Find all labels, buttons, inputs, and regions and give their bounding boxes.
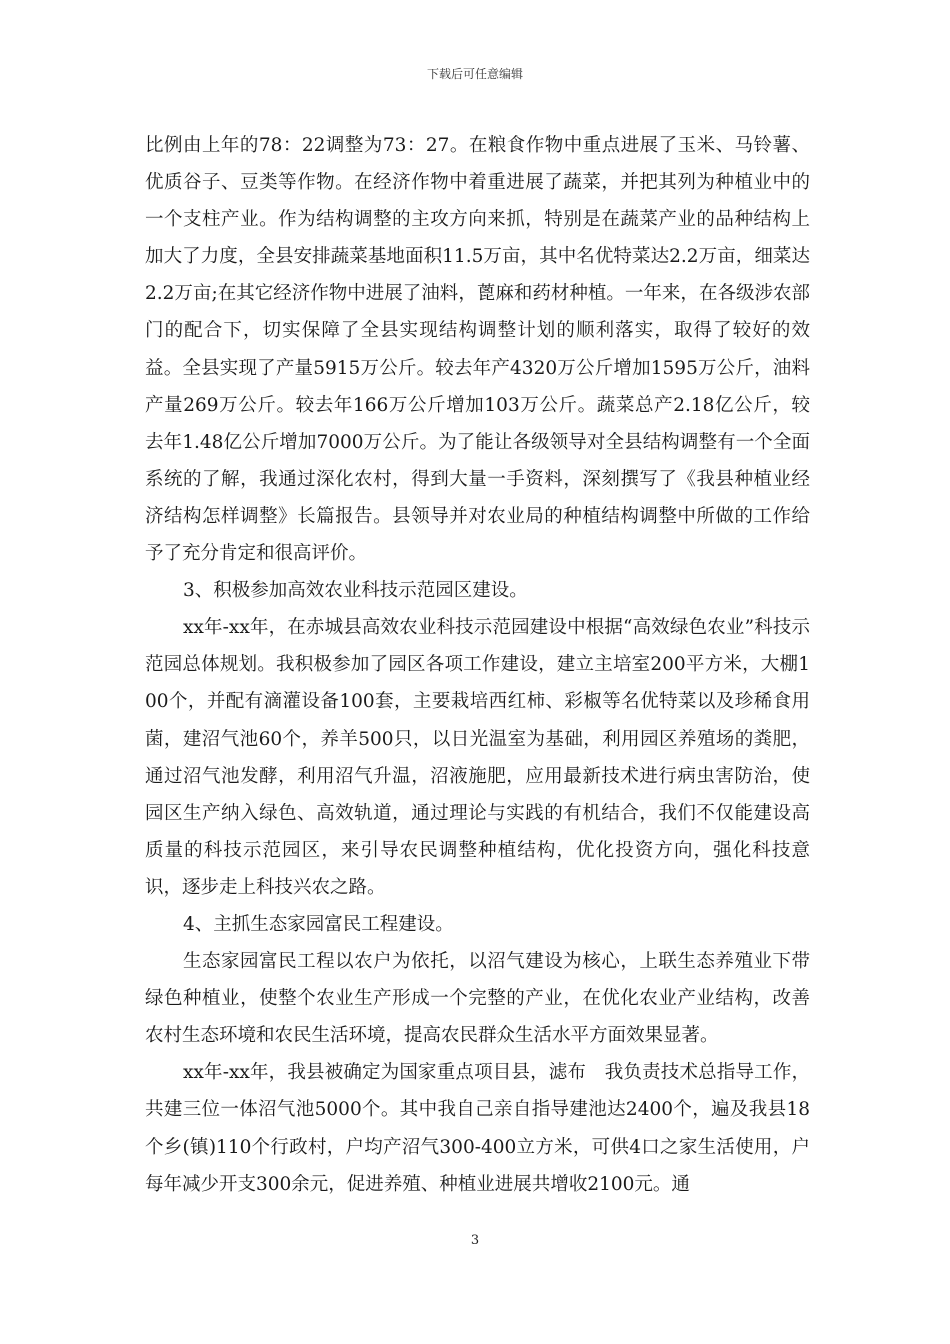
page-header: 下载后可任意编辑 (426, 67, 523, 81)
section-heading-3: 3、积极参加高效农业科技示范园区建设。 (183, 580, 528, 602)
section-heading-4: 4、主抓生态家园富民工程建设。 (183, 913, 454, 935)
paragraph-eco-home-intro: 生态家园富民工程以农户为依托，以沼气建设为核心，上联生态养殖业下带绿色种植业，使整个农业生产形成一个完整的产业，在优化农业产业结构，改善农村生态环境和农民生活环境，提高农民群众生活水平方面效果显著。 (145, 951, 810, 1047)
document-body (145, 127, 810, 1203)
paragraph-structure-adjustment: 比例由上年的78：22调整为73：27。在粮食作物中重点进展了玉米、马铃薯、优质谷子、豆类等作物。在经济作物中着重进展了蔬菜，并把其列为种植业中的一个支柱产业。作为结构调整的主攻方向来抓，特别是在蔬菜产业的品种结构上加大了力度，全县安排蔬菜基地面积11.5万亩，其中名优特菜达2.2万亩，细菜达2.2万亩;在其它经济作物中进展了油料，蓖麻和药材种植。一年来，在各级涉农部门的配合下，切实保障了全县实现结构调整计划的顺利落实，取得了较好的效益。全县实现了产量5915万公斤。较去年产4320万公斤增加1595万公斤，油料产量269万公斤。较去年166万公斤增加103万公斤。蔬菜总产2.18亿公斤，较去年1.48亿公斤增加7000万公斤。为了能让各级领导对全县结构调整有一个全面系统的了解，我通过深化农村，得到大量一手资料，深刻撰写了《我县种植业经济结构怎样调整》长篇报告。县领导并对农业局的种植结构调整中所做的工作给予了充分肯定和很高评价。 (145, 135, 810, 565)
paragraph-biogas-project: xx年-xx年，我县被确定为国家重点项目县，滤布 我负责技术总指导工作，共建三位一体沼气池5000个。其中我自己亲自指导建池达2400个，遍及我县18个乡(镇)110个行政村，户均产沼气300-400立方米，可供4口之家生活使用，户每年减少开支300余元，促进养殖、种植业进展共增收2100元。通 (145, 1062, 810, 1195)
paragraph-demo-park: xx年-xx年，在赤城县高效农业科技示范园建设中根据“高效绿色农业”科技示范园总体规划。我积极参加了园区各项工作建设，建立主培室200平方米，大棚100个，并配有滴灌设备100套，主要栽培西红柿、彩椒等名优特菜以及珍稀食用菌，建沼气池60个，养羊500只，以日光温室为基础，利用园区养殖场的粪肥，通过沼气池发酵，利用沼气升温，沼液施肥，应用最新技术进行病虫害防治，使园区生产纳入绿色、高效轨道，通过理论与实践的有机结合，我们不仅能建设高质量的科技示范园区，来引导农民调整种植结构，优化投资方向，强化科技意识，逐步走上科技兴农之路。 (145, 617, 810, 898)
page-number: 3 (470, 1233, 480, 1248)
